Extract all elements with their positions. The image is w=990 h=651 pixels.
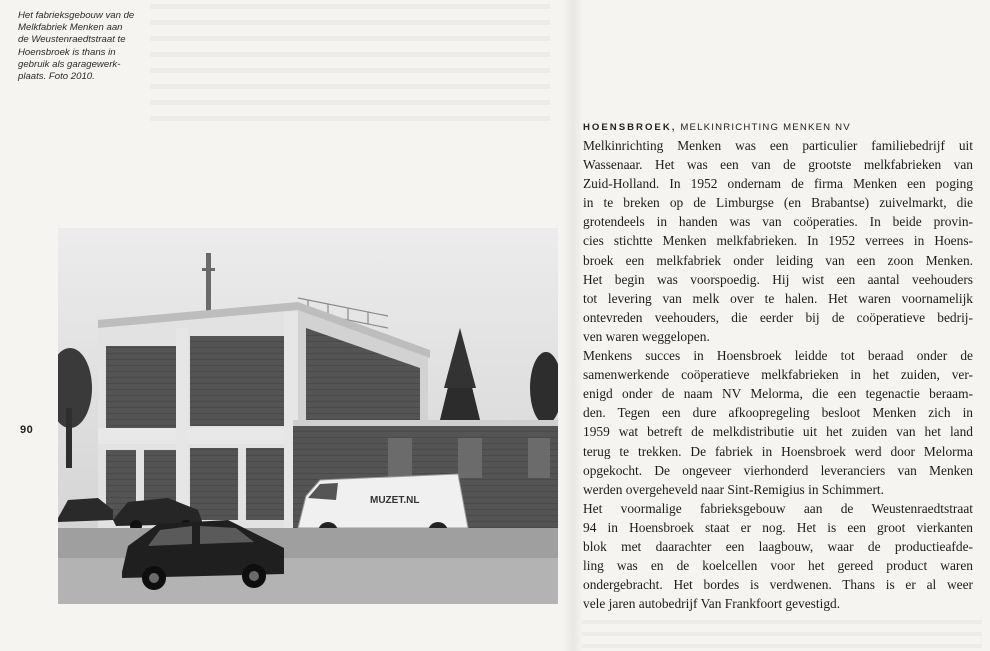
heading-place: HOENSBROEK, bbox=[583, 122, 677, 133]
article-line: Zuid-Holland. In 1952 ondernam de firma Menken een poging bbox=[583, 176, 973, 192]
article-line: enigd onder de naam NV Melorma, die een tegenactie beraam- bbox=[583, 386, 973, 402]
article-body bbox=[583, 136, 973, 613]
caption-line: Hoensbroek is thans in bbox=[18, 46, 116, 58]
article-line: in te breken op de Limburgse (en Brabantse) zuivelmarkt, die bbox=[583, 195, 973, 211]
article-line: werden overgeheveld naar Sint-Remigius in Schimmert. bbox=[583, 481, 884, 497]
article-heading bbox=[583, 121, 973, 135]
article-line: ondergebracht. Het bordes is verdwenen. Thans is er al weer bbox=[583, 577, 973, 593]
heading-subject: MELKINRICHTING MENKEN NV bbox=[680, 122, 851, 133]
article-line: grotendeels in handen was van coöperaties. In beide provin- bbox=[583, 214, 973, 230]
article-line: 1959 wat betreft de melkdistributie uit het zuiden van het land bbox=[583, 424, 973, 440]
article-line: opgekocht. De ongeveer vierhonderd leveranciers van Menken bbox=[583, 462, 973, 478]
page-bleed-through-bottom bbox=[582, 620, 982, 648]
article-line: ven waren weggelopen. bbox=[583, 328, 710, 344]
article-line: blok met daarachter een laagbouw, waar de productieafde- bbox=[583, 538, 973, 554]
article-line: Wassenaar. Het was een van de grootste melkfabrieken van bbox=[583, 157, 973, 173]
article-line: 94 in Hoensbroek staat er nog. Het is een groot vierkanten bbox=[583, 519, 973, 535]
article-line: vele jaren autobedrijf Van Frankfoort gevestigd. bbox=[583, 596, 841, 612]
book-gutter bbox=[563, 0, 583, 651]
article-line: terug te trekken. De fabriek in Hoensbroek werd door Melorma bbox=[583, 443, 973, 459]
article-line: Melkinrichting Menken was een particulier familiebedrijf uit bbox=[583, 138, 973, 153]
caption-line: Melkfabriek Menken aan bbox=[18, 22, 123, 34]
page-number: 90 bbox=[20, 424, 34, 436]
article-line: Menkens succes in Hoensbroek leidde tot beraad onder de bbox=[583, 348, 973, 364]
caption-line: Het fabrieksgebouw van de bbox=[18, 10, 135, 21]
article-line: tot levering van melk over te halen. Het waren voornamelijk bbox=[583, 290, 973, 306]
photo-caption bbox=[18, 10, 158, 83]
article-line: samenwerkende coöperatieve melkfabrieken in het zuiden, ver- bbox=[583, 367, 973, 383]
article-line: broek een melkfabriek onder leiding van een zoon Menken. bbox=[583, 252, 973, 268]
van-lettering: MUZET.NL bbox=[370, 495, 420, 506]
factory-photo bbox=[58, 228, 558, 604]
article bbox=[583, 121, 973, 613]
caption-line: de Weustenraedtstraat te bbox=[18, 34, 126, 46]
article-line: Het voormalige fabrieksgebouw aan de Weustenraedtstraat bbox=[583, 500, 973, 516]
caption-line: gebruik als garagewerk- bbox=[18, 58, 121, 70]
article-line: Het begin was voorspoedig. Hij wist een aantal veehouders bbox=[583, 271, 973, 287]
article-line: ontevreden veehouders, die eerder bij de coöperatieve bedrij- bbox=[583, 309, 973, 325]
article-line: den. Tegen een dure afkoopregeling besloot Menken zich in bbox=[583, 405, 973, 421]
page-bleed-through bbox=[150, 4, 550, 124]
caption-line: plaats. Foto 2010. bbox=[18, 71, 95, 83]
article-line: cies stichtte Menken melkfabrieken. In 1952 verrees in Hoens- bbox=[583, 233, 973, 249]
article-line: ling was en de koelcellen voor het gereed product waren bbox=[583, 558, 973, 574]
